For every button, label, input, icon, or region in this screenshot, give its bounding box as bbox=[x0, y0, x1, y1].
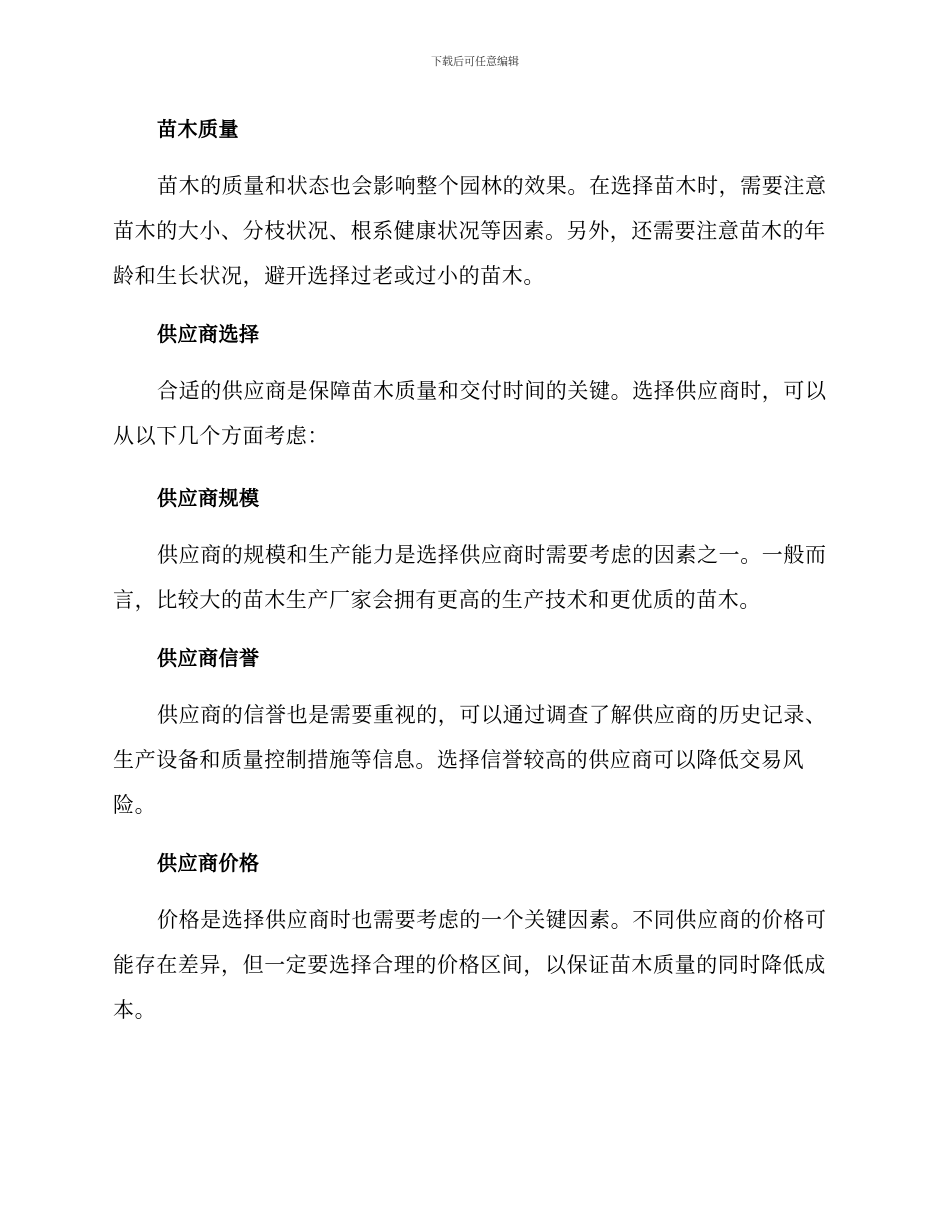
section-paragraph-supplier-price: 价格是选择供应商时也需要考虑的一个关键因素。不同供应商的价格可 能存在差异，但一定要选择合理的价格区间，以保证苗木质量的同时降低成 本。 bbox=[113, 908, 827, 1022]
section-heading-supplier-reputation: 供应商信誉 bbox=[157, 646, 260, 670]
section-paragraph-supplier-selection: 合适的供应商是保障苗木质量和交付时间的关键。选择供应商时，可以 从以下几个方面考虑： bbox=[113, 379, 827, 448]
section-heading-supplier-scale: 供应商规模 bbox=[157, 486, 260, 510]
section-heading-supplier-price: 供应商价格 bbox=[157, 851, 260, 875]
section-heading-supplier-selection: 供应商选择 bbox=[157, 322, 260, 346]
document-body bbox=[113, 114, 835, 1033]
section-paragraph-supplier-scale: 供应商的规模和生产能力是选择供应商时需要考虑的因素之一。一般而 言，比较大的苗木生产厂家会拥有更高的生产技术和更优质的苗木。 bbox=[113, 543, 827, 612]
page-header: 下载后可任意编辑 bbox=[431, 55, 519, 68]
section-heading-seedling-quality: 苗木质量 bbox=[157, 117, 239, 141]
section-paragraph-seedling-quality: 苗木的质量和状态也会影响整个园林的效果。在选择苗木时，需要注意 苗木的大小、分枝状况、根系健康状况等因素。另外，还需要注意苗木的年 龄和生长状况，避开选择过老或过小的苗木。 bbox=[113, 174, 827, 288]
section-paragraph-supplier-reputation: 供应商的信誉也是需要重视的，可以通过调查了解供应商的历史记录、 生产设备和质量控制措施等信息。选择信誉较高的供应商可以降低交易风 险。 bbox=[113, 703, 827, 817]
